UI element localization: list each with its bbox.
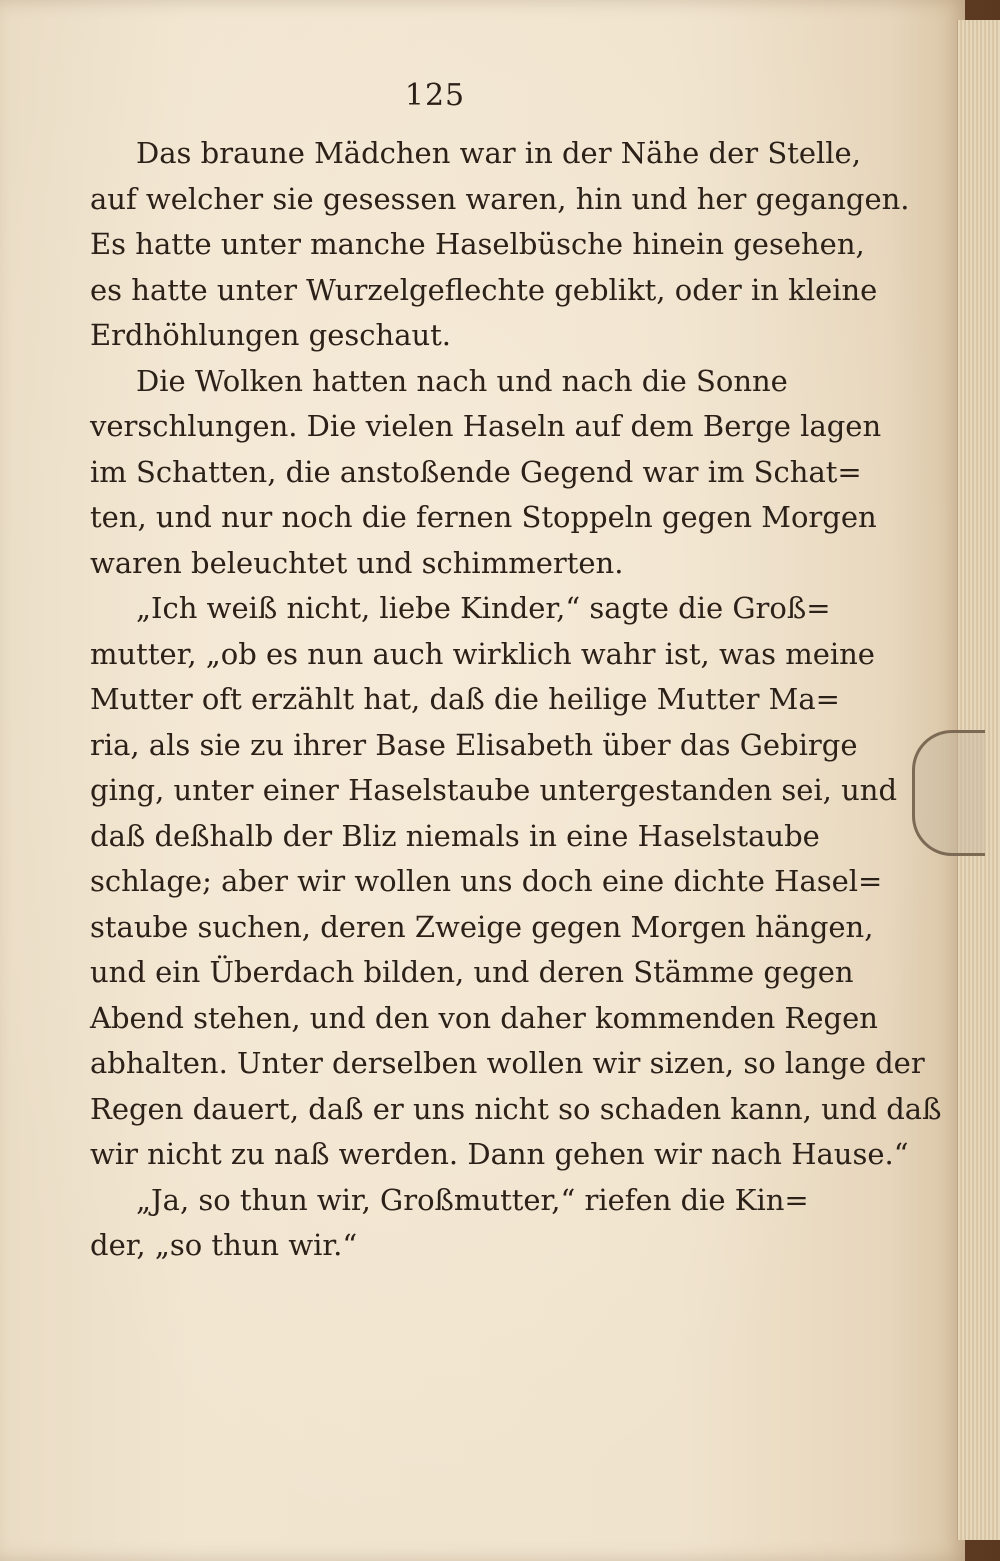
- bookmark-tab: [912, 730, 985, 856]
- text-line: ging, unter einer Haselstaube untergestanden sei, und: [90, 773, 898, 807]
- text-line: auf welcher sie gesessen waren, hin und her gegangen.: [90, 181, 910, 216]
- text-line: es hatte unter Wurzelgeflechte geblikt, oder in kleine: [90, 272, 878, 307]
- text-line: abhalten. Unter derselben wollen wir sizen, so lange der: [90, 1046, 925, 1080]
- text-line: staube suchen, deren Zweige gegen Morgen hängen,: [90, 909, 874, 944]
- text-line: waren beleuchtet und schimmerten.: [90, 545, 624, 580]
- page-number: 125: [404, 78, 466, 113]
- page-text: [90, 78, 942, 1269]
- text-line: und ein Überdach bilden, und deren Stämme gegen: [90, 955, 854, 989]
- body-text: [90, 131, 942, 1269]
- text-line: Mutter oft erzählt hat, daß die heilige Mutter Ma=: [90, 682, 840, 716]
- text-line: „Ich weiß nicht, liebe Kinder,“ sagte die Groß=: [136, 591, 831, 625]
- text-line: daß deßhalb der Bliz niemals in eine Haselstaube: [90, 818, 820, 853]
- text-line: Erdhöhlungen geschaut.: [90, 318, 452, 352]
- text-line: Die Wolken hatten nach und nach die Sonne: [136, 363, 788, 398]
- text-line: ten, und nur noch die fernen Stoppeln gegen Morgen: [90, 500, 877, 534]
- text-line: ria, als sie zu ihrer Base Elisabeth über das Gebirge: [90, 727, 858, 762]
- text-line: wir nicht zu naß werden. Dann gehen wir nach Hause.“: [90, 1137, 909, 1171]
- text-line: im Schatten, die anstoßende Gegend war im Schat=: [90, 454, 862, 489]
- text-line: verschlungen. Die vielen Haseln auf dem Berge lagen: [90, 409, 882, 443]
- text-line: „Ja, so thun wir, Großmutter,“ riefen die Kin=: [136, 1182, 809, 1217]
- text-line: Es hatte unter manche Haselbüsche hinein gesehen,: [90, 227, 865, 261]
- text-line: der, „so thun wir.“: [90, 1228, 358, 1262]
- text-line: Abend stehen, und den von daher kommenden Regen: [90, 1000, 878, 1035]
- text-line: Regen dauert, daß er uns nicht so schaden kann, und daß: [90, 1091, 942, 1126]
- text-line: schlage; aber wir wollen uns doch eine dichte Hasel=: [90, 864, 883, 898]
- text-line: Das braune Mädchen war in der Nähe der Stelle,: [136, 136, 861, 170]
- text-line: mutter, „ob es nun auch wirklich wahr ist, was meine: [90, 636, 875, 671]
